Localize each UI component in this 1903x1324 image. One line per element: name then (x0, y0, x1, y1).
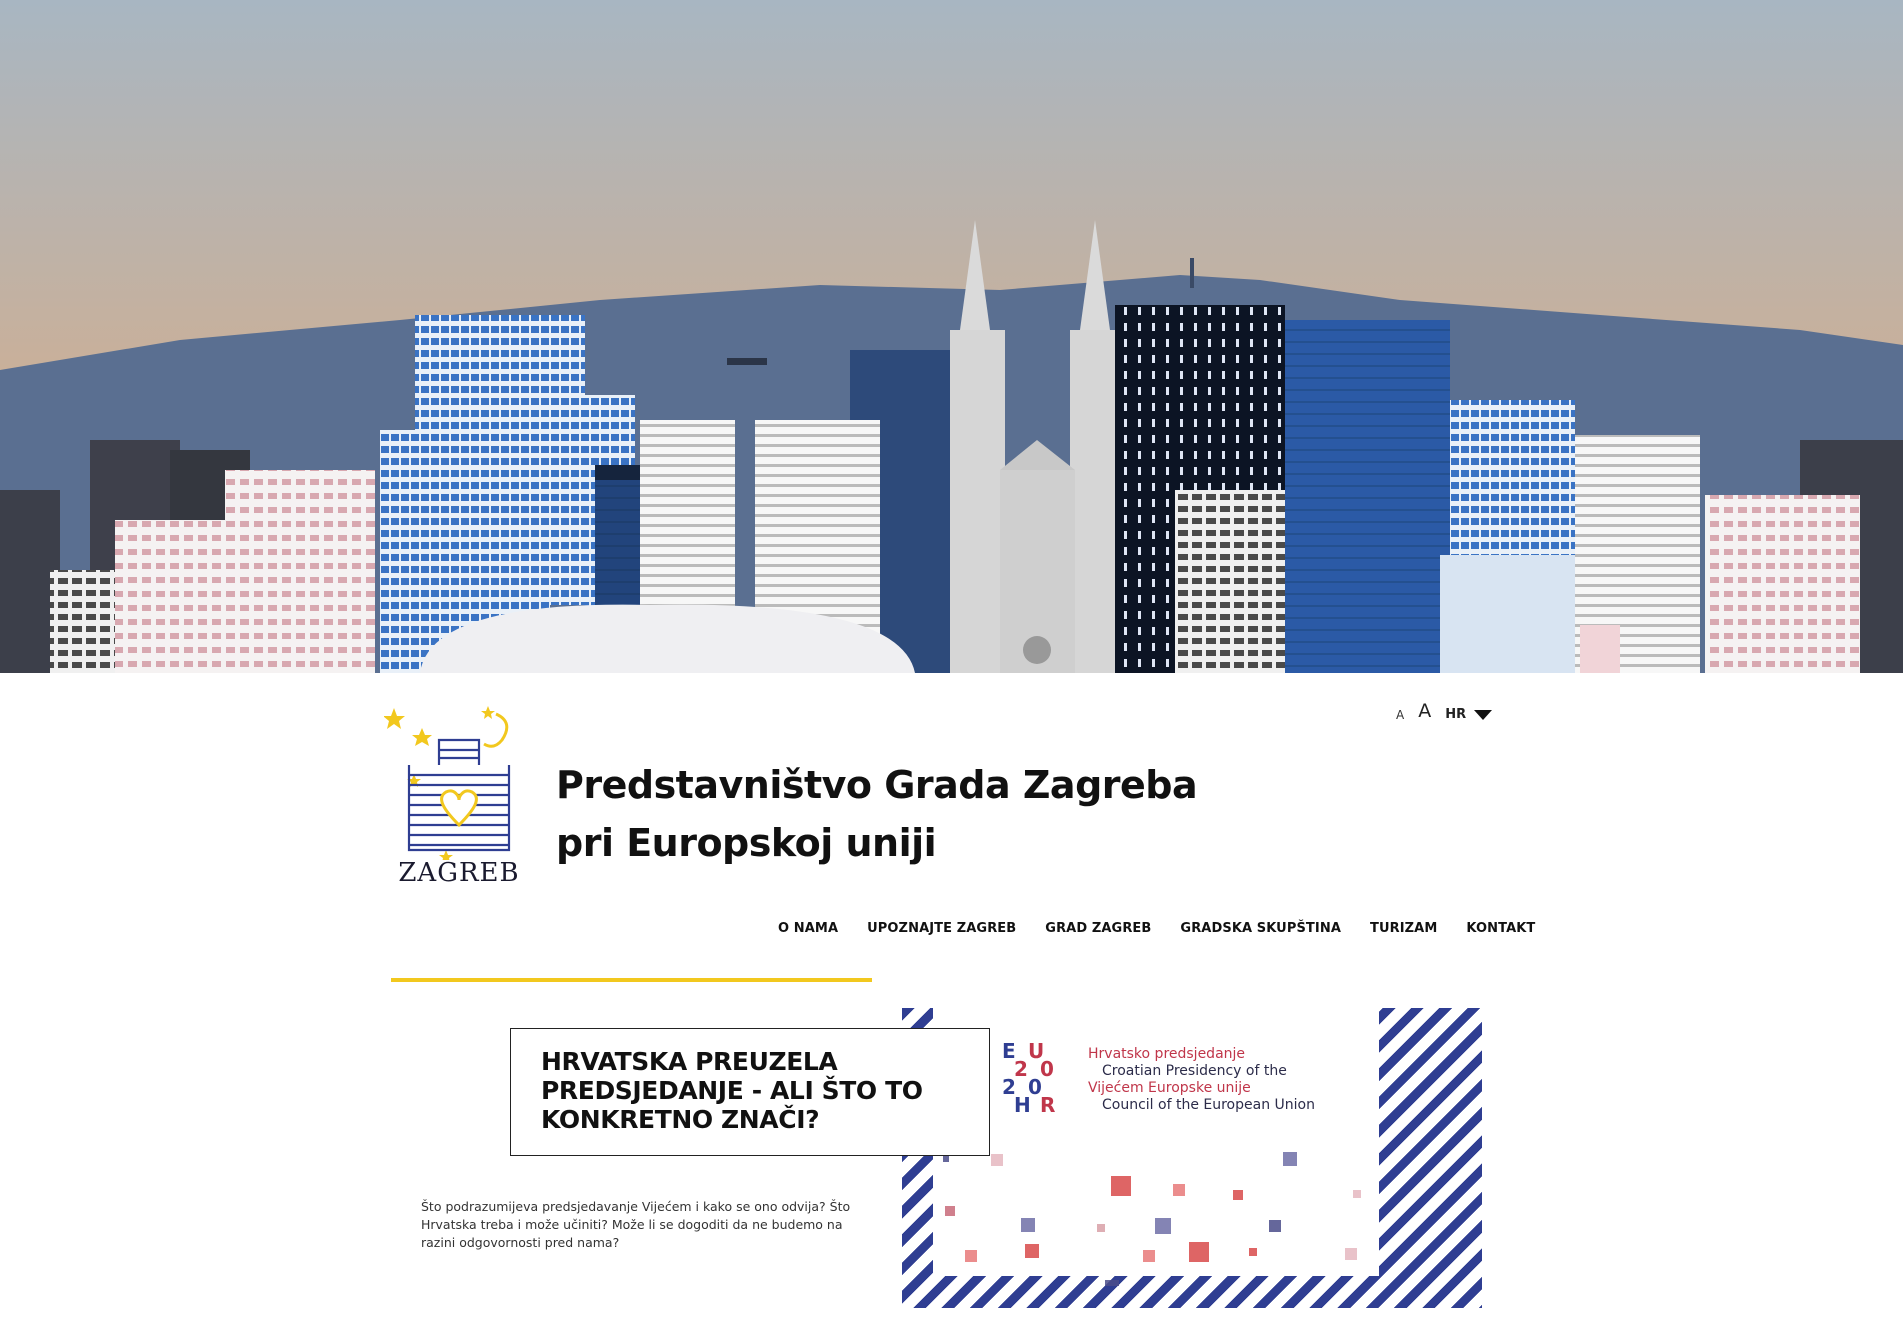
decorative-squares-pattern (933, 1140, 1379, 1290)
logo-wordmark: ZAGREB (398, 858, 520, 888)
presidency-en-line1: Croatian Presidency of the (1102, 1063, 1287, 1079)
zagreb-crest-icon (384, 700, 534, 860)
logo-letter: 2 (1014, 1057, 1028, 1081)
presidency-hr-line2: Vijećem Europske unije (1088, 1080, 1251, 1096)
presidency-caption (1088, 1046, 1315, 1114)
logo-letter: 0 (1028, 1075, 1042, 1099)
nav-item-o-nama[interactable]: O NAMA (778, 921, 839, 936)
main-navigation (778, 921, 1535, 936)
logo-letter: E (1002, 1039, 1016, 1063)
nav-item-kontakt[interactable]: KONTAKT (1466, 921, 1536, 936)
accent-divider (391, 978, 872, 982)
caret-down-icon (1474, 710, 1492, 720)
logo-letter: U (1028, 1039, 1045, 1063)
site-title-line2: pri Europskoj uniji (556, 821, 937, 865)
site-title (556, 756, 1197, 872)
nav-item-upoznajte-zagreb[interactable]: UPOZNAJTE ZAGREB (867, 921, 1017, 936)
nav-item-grad-zagreb[interactable]: GRAD ZAGREB (1045, 921, 1152, 936)
presidency-hr-line1: Hrvatsko predsjedanje (1088, 1046, 1246, 1062)
logo-letter: 0 (1040, 1057, 1054, 1081)
logo-letter: H (1014, 1093, 1031, 1117)
article-title-card[interactable] (510, 1028, 990, 1156)
language-selector[interactable] (1445, 707, 1492, 722)
article-title[interactable]: HRVATSKA PREUZELA PREDSJEDANJE - ALI ŠTO TO KONKRETNO ZNAČI? (541, 1047, 923, 1134)
font-size-small-button[interactable]: A (1396, 708, 1405, 722)
zagreb-logo[interactable] (384, 700, 534, 890)
presidency-en-line2: Council of the European Union (1102, 1097, 1315, 1113)
logo-letter: 2 (1002, 1075, 1016, 1099)
site-title-line1: Predstavništvo Grada Zagreba (556, 763, 1198, 807)
utility-bar (1396, 700, 1492, 722)
nav-item-gradska-skupstina[interactable]: GRADSKA SKUPŠTINA (1180, 921, 1341, 936)
nav-item-turizam[interactable]: TURIZAM (1369, 921, 1438, 936)
language-label: HR (1445, 707, 1467, 722)
article-excerpt: Što podrazumijeva predsjedavanje Vijećem i kako se ono odvija? Što Hrvatska treba i može učiniti? Može li se dogoditi da ne budemo na razini odgovornosti pred nama? (421, 1199, 851, 1250)
logo-letter: R (1040, 1093, 1056, 1117)
font-size-large-button[interactable]: A (1418, 700, 1432, 722)
